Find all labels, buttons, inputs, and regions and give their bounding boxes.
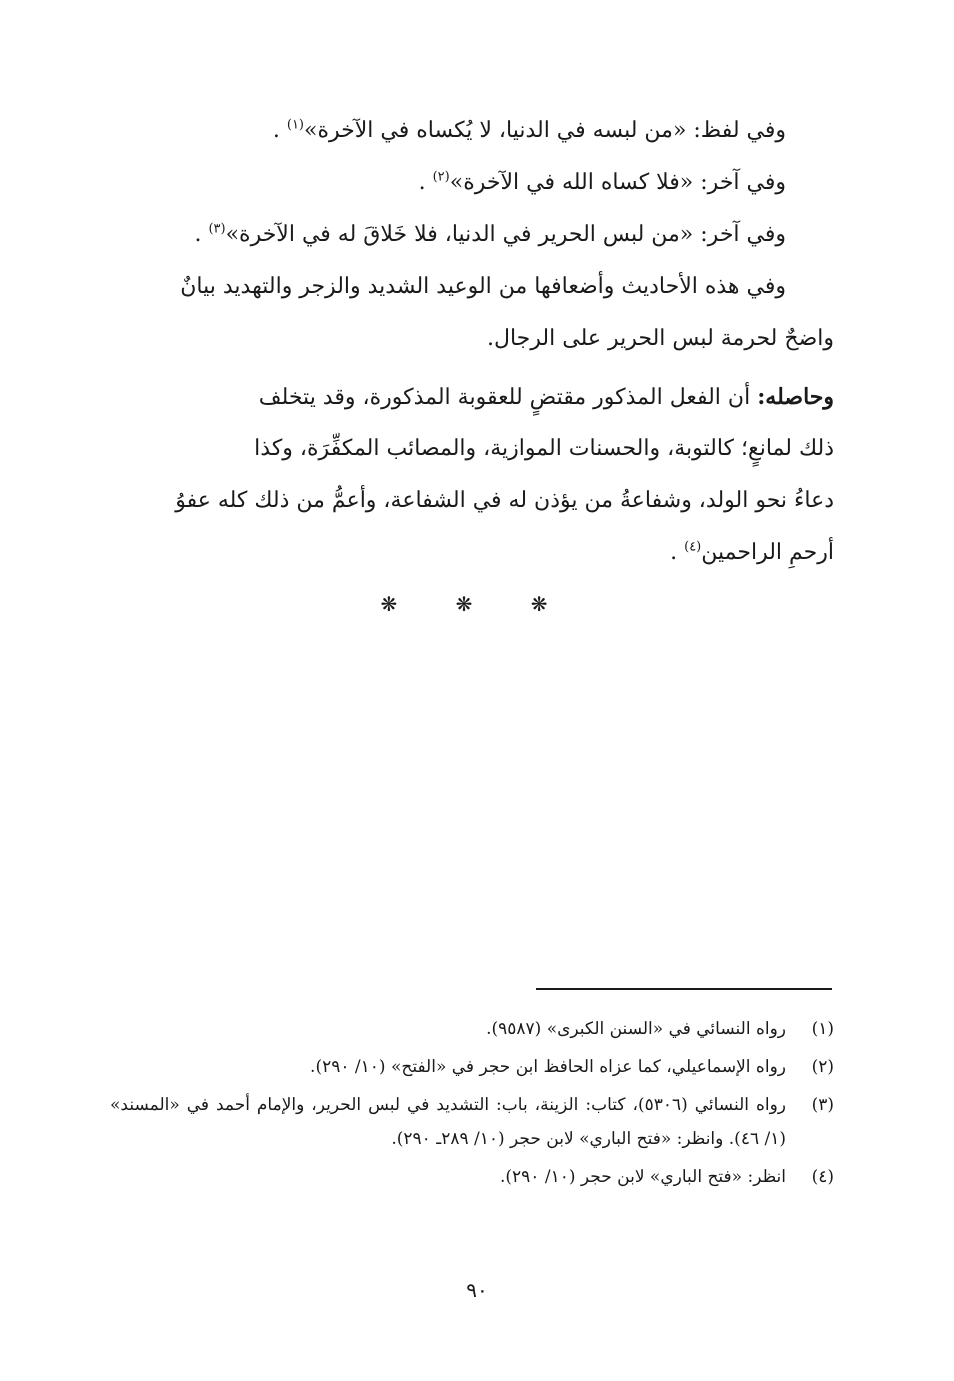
section-separator: ❋ ❋ ❋ <box>380 592 574 616</box>
footnote-text: انظر: «فتح الباري» لابن حجر (١٠/ ٢٩٠). <box>499 1167 786 1187</box>
page-number: ٩٠ <box>466 1278 488 1302</box>
text-line <box>118 313 834 365</box>
text-line-content: واضحٌ لحرمة لبس الحرير على الرجال. <box>487 326 834 351</box>
text-line <box>118 423 834 475</box>
footnote-ref[interactable]: (٤) <box>684 539 702 555</box>
text-line <box>118 371 834 423</box>
footnote-item <box>110 1050 834 1084</box>
footnote-item <box>110 1160 834 1194</box>
text-line: وفي آخر: «من لبس الحرير في الدنيا، فلا خَلاقَ له في الآخرة»$^{(٣)}$ . <box>194 221 786 247</box>
footnote-text: رواه النسائي (٥٣٠٦)، كتاب: الزينة، باب: التشديد في لبس الحرير، والإمام أحمد في «المسند» (١/ ٤٦). وانظر: «فتح الباري» لابن حجر (١٠/ ٢٨٩ـ ٢٩٠). <box>110 1095 786 1149</box>
text-line-content: وفي آخر: «فلا كساه الله في الآخرة» <box>449 170 786 195</box>
text-line-content: وفي هذه الأحاديث وأضعافها من الوعيد الشديد والزجر والتهديد بيانٌ <box>180 274 786 299</box>
text-line-content: دعاءُ نحو الولد، وشفاعةُ من يؤذن له في الشفاعة، وأعمُّ من ذلك كله عفوُ <box>175 488 834 513</box>
text-line <box>118 261 834 313</box>
footnote-divider <box>536 988 832 990</box>
bold-lead-word: وحاصله: <box>757 384 834 410</box>
footnote-number: (٣) <box>811 1095 834 1115</box>
footnote-number: (٢) <box>811 1057 834 1077</box>
footnote-item <box>110 1012 834 1046</box>
footnote-ref[interactable]: (٢) <box>432 169 450 185</box>
footnote-text: رواه الإسماعيلي، كما عزاه الحافظ ابن حجر في «الفتح» (١٠/ ٢٩٠). <box>310 1057 786 1077</box>
footnote-ref[interactable]: (١) <box>286 117 304 133</box>
text-line-content: أن الفعل المذكور مقتضٍ للعقوبة المذكورة، وقد يتخلف <box>258 385 751 410</box>
text-line-content: وفي لفظ: «من لبسه في الدنيا، لا يُكساه في الآخرة» <box>304 118 786 143</box>
main-text-block <box>118 105 834 579</box>
text-line <box>118 475 834 527</box>
footnote-ref[interactable]: (٣) <box>208 221 226 237</box>
text-line-content: وفي آخر: «من لبس الحرير في الدنيا، فلا خَلاقَ له في الآخرة» <box>225 222 786 247</box>
footnotes-block <box>110 1012 834 1198</box>
footnote-text: رواه النسائي في «السنن الكبرى» (٩٥٨٧). <box>486 1019 786 1039</box>
footnote-number: (٤) <box>811 1167 834 1187</box>
text-line: وفي آخر: «فلا كساه الله في الآخرة»$^{(٢)}$ . <box>418 169 786 195</box>
footnote-item <box>110 1088 834 1156</box>
text-line: وفي لفظ: «من لبسه في الدنيا، لا يُكساه في الآخرة»$^{(١)}$ . <box>272 117 786 143</box>
text-line: أرحمِ الراحمين$^{(٤)}$ . <box>670 539 834 565</box>
text-line-content: ذلك لمانعٍ؛ كالتوبة، والحسنات الموازية، والمصائب المكفِّرَة، وكذا <box>254 436 834 461</box>
text-line-content: أرحمِ الراحمين <box>701 540 834 565</box>
footnote-number: (١) <box>811 1019 834 1039</box>
